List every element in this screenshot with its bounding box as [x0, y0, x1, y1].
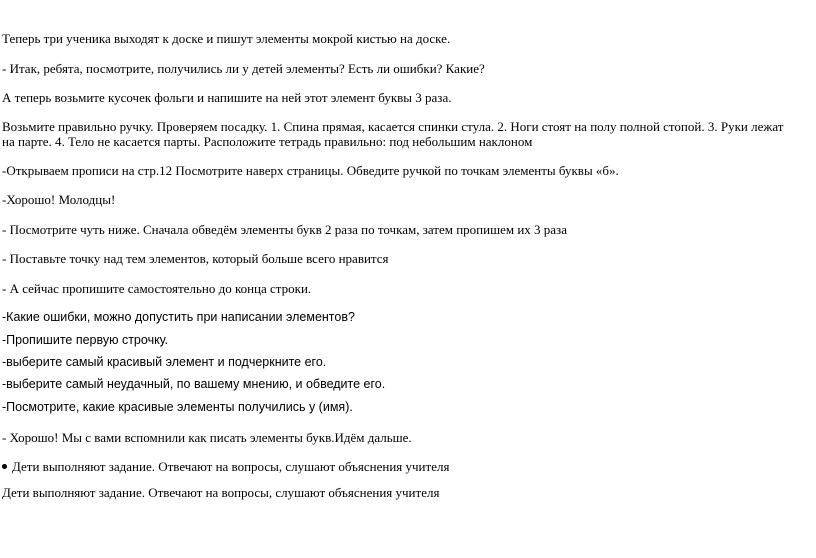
paragraph-posture: Возьмите правильно ручку. Проверяем посадку. 1. Спина прямая, касается спинки стула. 2. Ноги стоят на полу полной стопой. 3. Руки лежат на парте. 4. Тело не касается парты. Расположите тетрадь правильно: под небольшим наклоном [2, 119, 784, 149]
bullet-icon [2, 464, 7, 469]
paragraph-praise: -Хорошо! Молодцы! [2, 192, 116, 207]
paragraph-intro: Теперь три ученика выходят к доске и пишут элементы мокрой кистью на доске. [2, 31, 451, 46]
paragraph-foil: А теперь возьмите кусочек фольги и напишите на ней этот элемент буквы 3 раза. [2, 90, 452, 105]
paragraph-move-on: - Хорошо! Мы с вами вспомнили как писать элементы букв.Идём дальше. [2, 430, 412, 445]
paragraph-question-errors: - Итак, ребята, посмотрите, получились ли у детей элементы? Есть ли ошибки? Какие? [2, 61, 485, 76]
paragraph-bullet-students [2, 459, 449, 474]
paragraph-bullet-text: Дети выполняют задание. Отвечают на вопросы, слушают объяснения учителя [12, 459, 450, 474]
paragraph-mark-favorite: - Поставьте точку над тем элементов, который больше всего нравится [2, 251, 389, 266]
paragraph-copybook: -Открываем прописи на стр.12 Посмотрите наверх страницы. Обведите ручкой по точкам элементы буквы «б». [2, 163, 619, 178]
paragraph-best-element: -выберите самый красивый элемент и подчеркните его. [2, 355, 327, 369]
paragraph-possible-errors: -Какие ошибки, можно допустить при написании элементов? [2, 310, 355, 324]
paragraph-write-to-end: - А сейчас пропишите самостоятельно до конца строки. [2, 281, 312, 296]
paragraph-first-line: -Пропишите первую строчку. [2, 333, 169, 347]
paragraph-worst-element: -выберите самый неудачный, по вашему мнению, и обведите его. [2, 377, 386, 391]
paragraph-beautiful-elements: -Посмотрите, какие красивые элементы получились у (имя). [2, 400, 353, 414]
paragraph-trace-elements: - Посмотрите чуть ниже. Сначала обведём элементы букв 2 раза по точкам, затем пропишем их 3 раза [2, 222, 567, 237]
paragraph-students-activity: Дети выполняют задание. Отвечают на вопросы, слушают объяснения учителя [2, 485, 440, 500]
